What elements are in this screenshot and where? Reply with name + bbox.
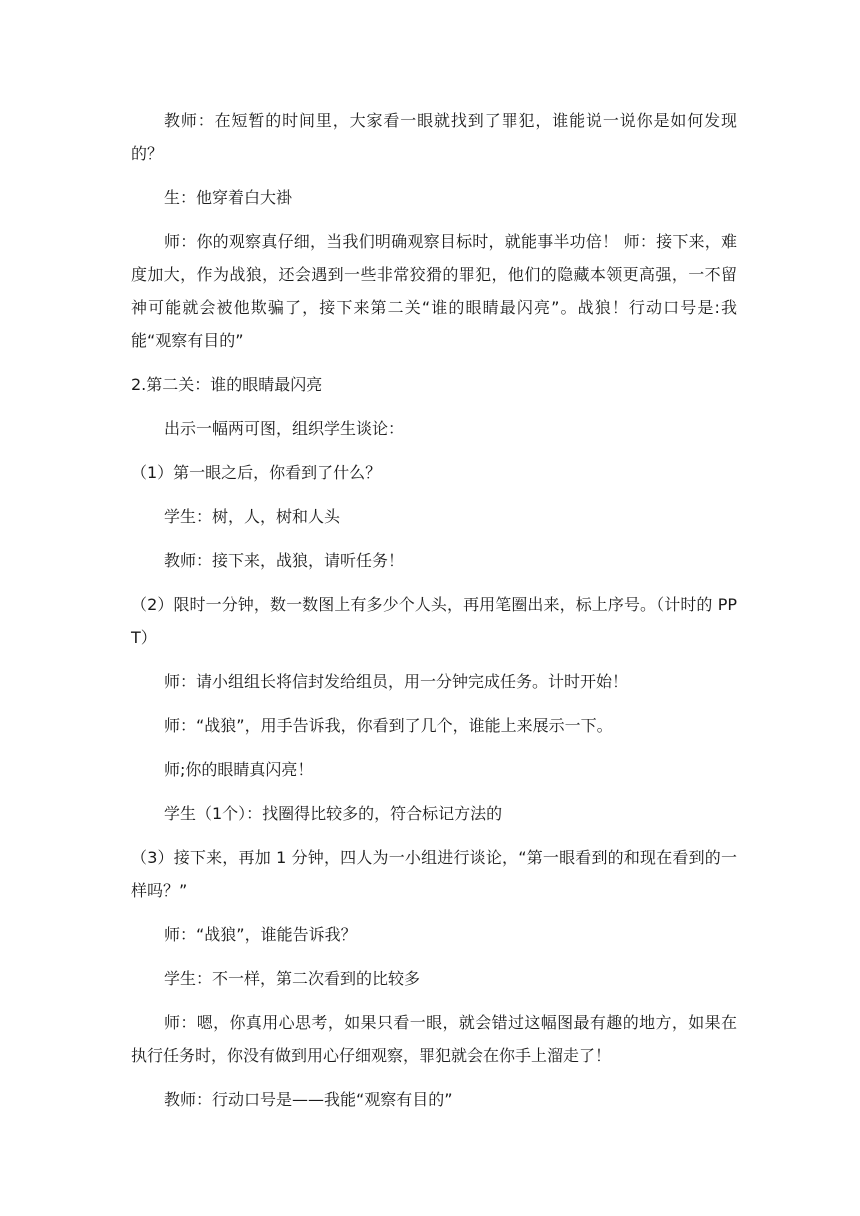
- question-3: （3）接下来，再加 1 分钟，四人为一小组进行谈论，“第一眼看到的和现在看到的一样吗？”: [131, 848, 737, 900]
- paragraph-5: 出示一幅两可图，组织学生谈论：: [164, 419, 405, 438]
- paragraph-12: 师;你的眼睛真闪亮！: [164, 760, 314, 779]
- paragraph-10: 师：请小组组长将信封发给组员，用一分钟完成任务。计时开始！: [164, 672, 629, 691]
- paragraph-16: 学生：不一样，第二次看到的比较多: [164, 969, 421, 988]
- paragraph-2: 生：他穿着白大褂: [164, 188, 293, 207]
- paragraph-8: 教师：接下来，战狼，请听任务！: [164, 551, 405, 570]
- paragraph-3: 师：你的观察真仔细，当我们明确观察目标时，就能事半功倍！ 师：接下来，难度加大，作为战狼，还会遇到一些非常狡猾的罪犯，他们的隐藏本领更高强，一不留神可能就会被他欺骗了，接下来第二关“谁的眼睛最闪亮”。战狼！行动口号是:我能“观察有目的”: [131, 232, 737, 350]
- paragraph-1: 教师：在短暂的时间里，大家看一眼就找到了罪犯，谁能说一说你是如何发现的？: [131, 111, 737, 163]
- question-1: （1）第一眼之后，你看到了什么？: [131, 463, 382, 482]
- paragraph-11: 师：“战狼”，用手告诉我，你看到了几个，谁能上来展示一下。: [164, 716, 613, 735]
- paragraph-15: 师：“战狼”，谁能告诉我？: [164, 925, 357, 944]
- paragraph-7: 学生：树，人，树和人头: [164, 507, 341, 526]
- question-2: （2）限时一分钟，数一数图上有多少个人头，再用笔圈出来，标上序号。（计时的 PPT）: [131, 595, 737, 647]
- paragraph-18: 教师：行动口号是——我能“观察有目的”: [164, 1090, 453, 1109]
- paragraph-17: 师：嗯，你真用心思考，如果只看一眼，就会错过这幅图最有趣的地方，如果在执行任务时，你没有做到用心仔细观察，罪犯就会在你手上溜走了！: [131, 1013, 737, 1065]
- section-heading-stage-2: 2.第二关：谁的眼睛最闪亮: [131, 375, 323, 394]
- document-body: [131, 104, 737, 1127]
- paragraph-13: 学生（1个）：找圈得比较多的，符合标记方法的: [164, 804, 503, 823]
